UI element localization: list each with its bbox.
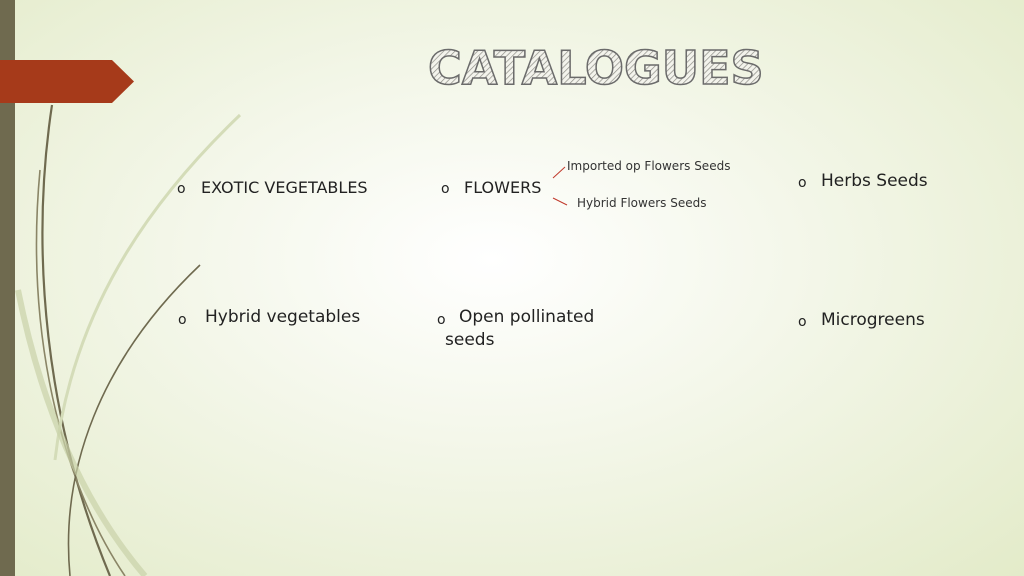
bullet: o	[798, 175, 807, 191]
bullet: o	[437, 312, 446, 328]
bullet: o	[441, 181, 450, 197]
flowers-sub-imported: Imported op Flowers Seeds	[567, 159, 731, 173]
flowers-label: FLOWERS	[464, 178, 542, 197]
open-pollinated-label-line1: Open pollinated	[459, 307, 595, 327]
red-arrow-banner	[0, 60, 134, 103]
open-pollinated-label-line2: seeds	[445, 330, 495, 350]
herbs-seeds-label: Herbs Seeds	[821, 171, 928, 191]
bullet: o	[798, 314, 807, 330]
slide-title	[428, 38, 768, 98]
slide-title-text: CATALOGUES	[428, 41, 764, 95]
microgreens-label: Microgreens	[821, 310, 925, 330]
hybrid-vegetables-label: Hybrid vegetables	[205, 307, 361, 327]
bullet: o	[178, 312, 187, 328]
exotic-vegetables-label: EXOTIC VEGETABLES	[201, 178, 368, 197]
bullet: o	[177, 181, 186, 197]
flowers-sub-hybrid: Hybrid Flowers Seeds	[577, 196, 707, 210]
